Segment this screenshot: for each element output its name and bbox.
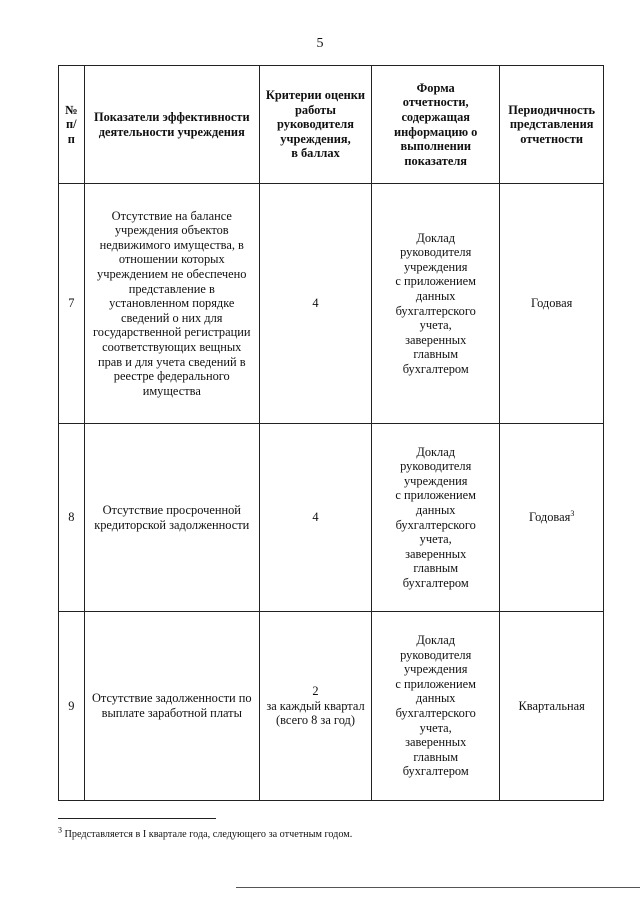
table-row — [59, 612, 604, 801]
row-number: 7 — [59, 184, 85, 424]
row-report-form: Доклад руководителя учреждения с приложением данных бухгалтерского учета, заверенных главным бухгалтером — [372, 184, 500, 424]
header-number: № п/п — [59, 66, 85, 184]
header-indicator: Показатели эффективности деятельности учреждения — [84, 66, 259, 184]
indicators-table — [58, 65, 604, 801]
table-header-row — [59, 66, 604, 184]
header-periodicity: Периодичность представления отчетности — [500, 66, 604, 184]
row-periodicity: Годовая$^3$ — [500, 424, 604, 612]
footnote — [58, 825, 353, 840]
row-number: 9 — [59, 612, 85, 801]
table-row — [59, 424, 604, 612]
header-report-form: Форма отчетности, содержащая информацию о выполнении показателя — [372, 66, 500, 184]
footnote-text: Представляется в I квартале года, следующего за отчетным годом. — [62, 829, 353, 840]
footnote-divider — [58, 818, 216, 819]
page-number: 5 — [316, 36, 324, 51]
table-row — [59, 184, 604, 424]
row-report-form: Доклад руководителя учреждения с приложением данных бухгалтерского учета, заверенных главным бухгалтером — [372, 424, 500, 612]
row-indicator: Отсутствие на балансе учреждения объектов недвижимого имущества, в отношении которых учреждением не обеспечено представление в установленном порядке сведений о них для государственной регистрации соответствующих вещных прав и для учета сведений в реестре федерального имущества — [84, 184, 259, 424]
row-periodicity: Годовая — [500, 184, 604, 424]
row-indicator: Отсутствие задолженности по выплате заработной платы — [84, 612, 259, 801]
row-number: 8 — [59, 424, 85, 612]
row-criteria: 2 за каждый квартал (всего 8 за год) — [259, 612, 371, 801]
footnote-mark: 3 — [58, 825, 62, 835]
row-criteria: 4 — [259, 424, 371, 612]
row-report-form: Доклад руководителя учреждения с приложением данных бухгалтерского учета, заверенных главным бухгалтером — [372, 612, 500, 801]
page-bottom-rule — [236, 887, 640, 888]
header-criteria: Критерии оценки работы руководителя учреждения, в баллах — [259, 66, 371, 184]
row-periodicity: Квартальная — [500, 612, 604, 801]
row-indicator: Отсутствие просроченной кредиторской задолженности — [84, 424, 259, 612]
row-criteria: 4 — [259, 184, 371, 424]
footnote-ref: 3 — [570, 509, 575, 519]
